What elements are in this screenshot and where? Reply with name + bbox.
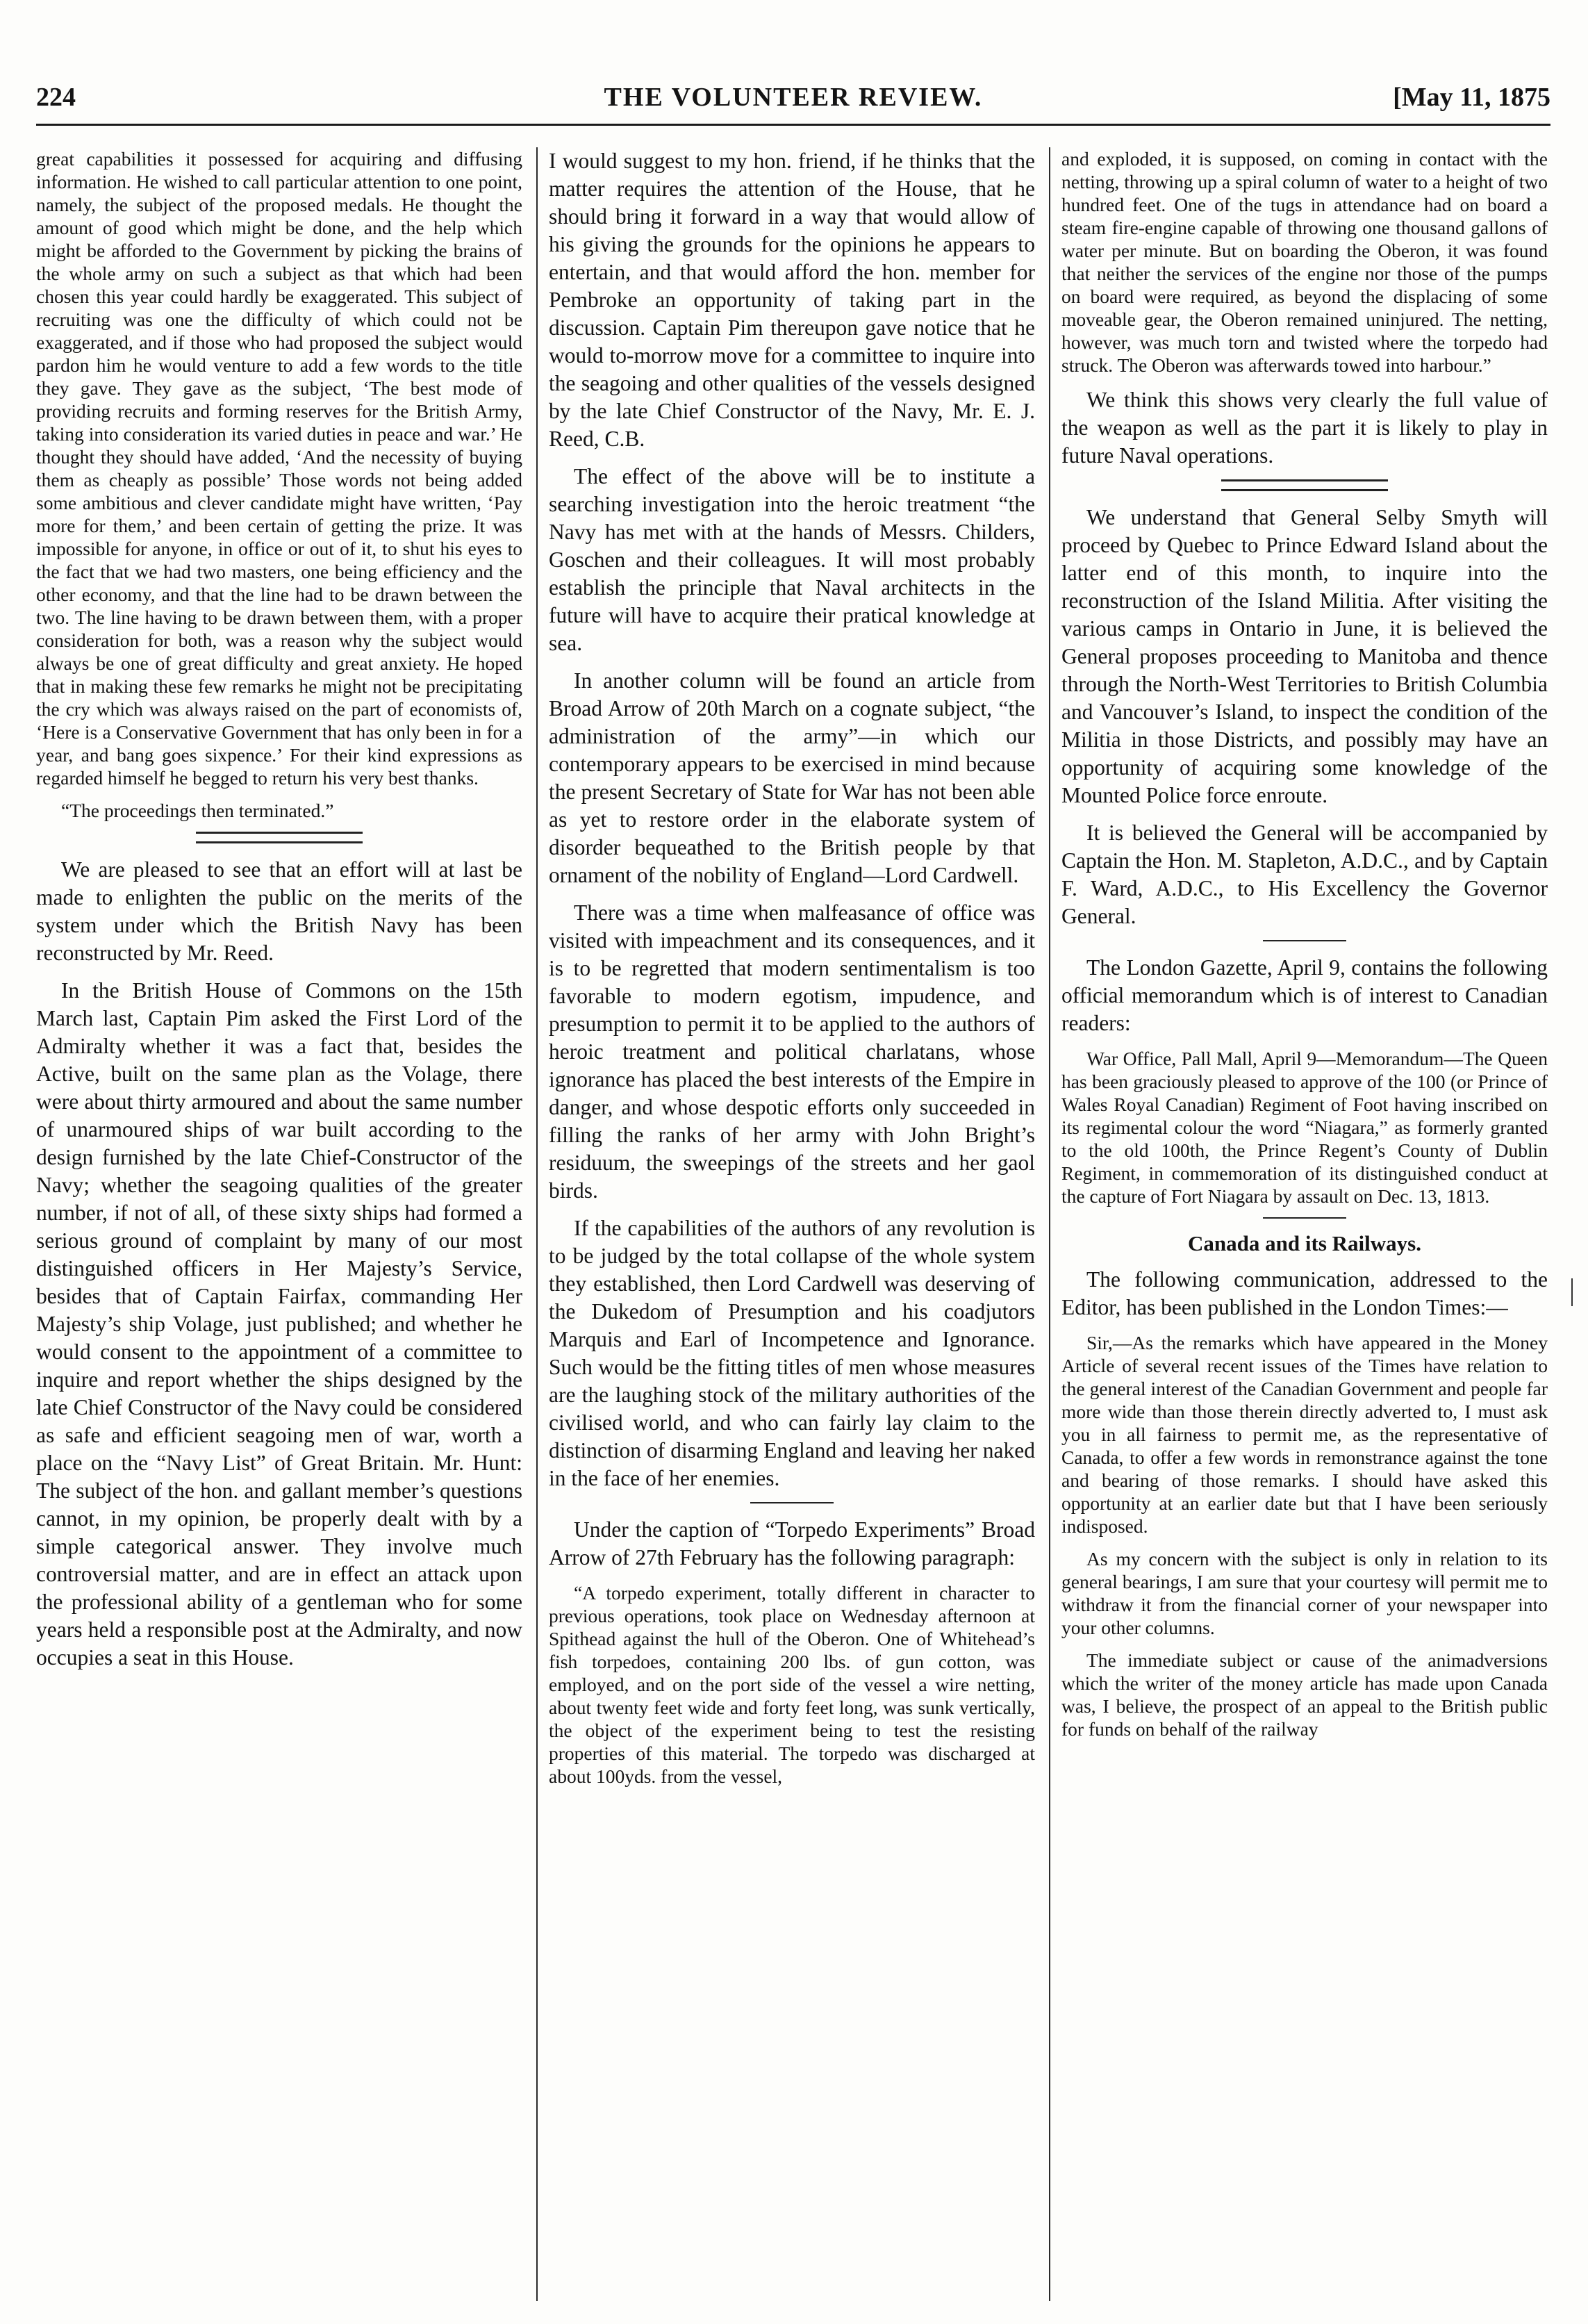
column-rule-1 xyxy=(536,147,538,2301)
malfeasance-paragraph: There was a time when malfeasance of office was visited with impeachment and its consequences, and it is to be regretted that modern sentimentalism is too favorable to modern egotism, impudence, and presumption to permit it to be applied to the authors of heroic treatment and political charlatans, whose ignorance has placed the best interests of the Empire in danger, and whose despotic efforts only succeeded in filling the ranks of her army with John Bright’s residuum, the sweepings of the streets and her gaol birds. xyxy=(549,900,1035,1203)
section-divider xyxy=(750,1502,834,1503)
broad-arrow-paragraph: In another column will be found an article from Broad Arrow of 20th March on a cognate subject, “the administration of the army”—in which our contemporary appears to be exercised in mind because the present Secretary of State for War has not been able as yet to restore order in the elaborate system of disorder bequeathed to the British people by that ornament of the nobility of England—Lord Cardwell. xyxy=(549,668,1035,887)
commons-paragraph: In the British House of Commons on the 15th March last, Captain Pim asked the First Lord of the Admiralty whether it was a fact that, besides the Active, built on the same plan as the Volage, there were about thirty armoured and about the same number of unarmoured ships of war built according to the design furnished by the late Chief-Constructor of the Navy; whether the seagoing qualities of the greater number, if not of all, of these sixty ships had formed a serious ground of complaint by many of our most distinguished officers in Her Majesty’s Service, besides that of Captain Fairfax, commanding Her Majesty’s ship Volage, just published; and whether he would consent to the appointment of a committee to inquire and report whether the ships designed by the late Chief Constructor of the Navy could be considered as safe and efficient seagoing men of war, worth a place on the “Navy List” of Great Britain. Mr. Hunt: The subject of the hon. and gallant member’s questions cannot, in my opinion, be properly dealt with by a simple categorical answer. They involve much controversial matter, and are in effect an attack upon the professional ability of a gentleman who for some years held a responsible post at the Admiralty, and now occupies a seat in this House. xyxy=(36,978,522,1670)
section-divider xyxy=(1221,479,1388,491)
accompanied-paragraph: It is believed the General will be accompanied by Captain the Hon. M. Stapleton, A.D.C., and by Captain F. Ward, A.D.C., to His Excellency the Governor General. xyxy=(1061,821,1548,928)
section-divider xyxy=(1263,940,1346,941)
weapon-value-paragraph: We think this shows very clearly the full value of the weapon as well as the part it is likely to play in future Naval operations. xyxy=(1061,388,1548,468)
speech-paragraph: great capabilities it possessed for acquiring and diffusing information. He wished to call particular attention to one point, namely, the subject of the proposed medals. He thought the amount of good which might be done, and the help which might be afforded to the Government by picking the brains of the whole army on such a subject as that which had been chosen this year could hardly be exaggerated. This subject of recruiting was one the difficulty of which could not be exaggerated, and if those who had proposed the subject would pardon him he would venture to add a few words to the title they gave. They gave as the subject, ‘The best mode of providing recruits and forming reserves for the British Army, taking into consideration its varied duties in peace and war.’ He thought they should have added, ‘And the necessity of buying them as cheaply as possible’ Those words not being added some ambitious and clever candidate might have written, ‘Pay more for them,’ and been certain of getting the prize. It was impossible for anyone, in office or out of it, to shut his eyes to the fact that we had two masters, one being efficiency and the other economy, and that the line had to be drawn between the two. The line having to be drawn between them, with a proper consideration for both, was a reason why the subject would always be one of great difficulty and great anxiety. He hoped that in making these few remarks he might not be precipitating the cry which was always raised on the part of economists of, ‘Here is a Conservative Government that has only been in for a year, and bang goes sixpence.’ For their kind expressions as regarded himself he begged to return his very best thanks. xyxy=(36,148,522,789)
page-header xyxy=(36,82,1550,124)
column-3 xyxy=(1061,147,1548,2308)
memorandum-paragraph: War Office, Pall Mall, April 9—Memorandum—The Queen has been graciously pleased to approve of the 100 (or Prince of Wales Royal Canadian) Regiment of Foot having inscribed on its regimental colour the word “Niagara,” as formerly granted to the old 100th, the Prince Regent’s County of Dublin Regiment, in commemoration of its distinguished conduct at the capture of Fort Niagara by assault on Dec. 13, 1813. xyxy=(1061,1048,1548,1207)
torpedo-quote-continued: and exploded, it is supposed, on coming in contact with the netting, throwing up a spiral column of water to a height of two hundred feet. One of the tugs in attendance had on board a steam fire-engine capable of throwing one thousand gallons of water per minute. But on boarding the Oberon, it was found that neither the services of the engine nor those of the pumps on board were required, as beyond the displacing of some moveable gear, the Oberon remained uninjured. The netting, however, was much torn and twisted where the torpedo had struck. The Oberon was afterwards towed into harbour.” xyxy=(1061,148,1548,376)
masthead-title: THE VOLUNTEER REVIEW. xyxy=(604,83,983,112)
suggestion-paragraph: I would suggest to my hon. friend, if he thinks that the matter requires the attention of the House, that he should bring it forward in a way that would allow of his giving the grounds for the opinions he appears to entertain, and that would afford the hon. member for Pembroke an opportunity of taking part in the discussion. Captain Pim thereupon gave notice that he would to-morrow move for a committee to inquire into the seagoing and other qualities of the vessels designed by the late Chief Constructor of the Navy, Mr. E. J. Reed, C.B. xyxy=(549,149,1035,451)
column-rule-2 xyxy=(1049,147,1050,2301)
letter-paragraph-2: As my concern with the subject is only in relation to its general bearings, I am sure that your courtesy will permit me to withdraw it from the financial corner of your newspaper into your other columns. xyxy=(1061,1548,1548,1638)
header-rule xyxy=(36,124,1550,126)
capabilities-paragraph: If the capabilities of the authors of any revolution is to be judged by the total collapse of the whole system they established, then Lord Cardwell was deserving of the Dukedom of Presumption and his coadjutors Marquis and Earl of Incompetence and Ignorance. Such would be the fitting titles of men whose measures are the laughing stock of the military authorities of the civilised world, and who can fairly lay claim to the distinction of disarming England and leaving her naked in the face of her enemies. xyxy=(549,1216,1035,1490)
letter-paragraph-1: Sir,—As the remarks which have appeared in the Money Article of several recent issues of the Times have relation to the general interest of the Canadian Government and people far more wide than those therein directly adverted to, I must ask you in all fairness to permit me, as the representative of Canada, to offer a few words in remonstrance against the tone and bearing of those remarks. I should have asked this opportunity at an earlier date but that I have been seriously indisposed. xyxy=(1061,1332,1548,1537)
proceedings-paragraph: “The proceedings then terminated.” xyxy=(61,800,334,821)
letter-paragraph-3: The immediate subject or cause of the animadversions which the writer of the money article has made upon Canada was, I believe, the prospect of an appeal to the British public for funds on behalf of the railway xyxy=(1061,1649,1548,1740)
section-heading: Canada and its Railways. xyxy=(1188,1231,1421,1255)
effect-paragraph: The effect of the above will be to institute a searching investigation into the heroic treatment “the Navy has met with at the hands of Messrs. Childers, Goschen and their colleagues. It will most probably establish the principle that Naval architects in the future will have to acquire their pratical knowledge at sea. xyxy=(549,464,1035,655)
issue-date: [May 11, 1875 xyxy=(1393,83,1550,112)
torpedo-intro-paragraph: Under the caption of “Torpedo Experiments” Broad Arrow of 27th February has the following paragraph: xyxy=(549,1517,1035,1569)
section-divider xyxy=(1263,1217,1346,1219)
column-2 xyxy=(549,147,1035,2308)
section-divider xyxy=(196,832,363,843)
navy-intro-paragraph: We are pleased to see that an effort will at last be made to enlighten the public on the merits of the system under which the British Navy has been reconstructed by Mr. Reed. xyxy=(36,857,522,965)
general-smyth-paragraph: We understand that General Selby Smyth will proceed by Quebec to Prince Edward Island about the latter end of this month, to inquire into the reconstruction of the Island Militia. After visiting the various camps in Ontario in June, it is believed the General proposes proceeding to Manitoba and thence through the North-West Territories to British Columbia and Vancouver’s Island, to inspect the condition of the Militia in those Districts, and possibly may have an opportunity of acquiring some knowledge of the Mounted Police force enroute. xyxy=(1061,505,1548,807)
gazette-paragraph: The London Gazette, April 9, contains the following official memorandum which is of interest to Canadian readers: xyxy=(1061,955,1548,1035)
communication-intro: The following communication, addressed to the Editor, has been published in the London Times:— xyxy=(1061,1267,1548,1319)
torpedo-quote-paragraph: “A torpedo experiment, totally different in character to previous operations, took place on Wednesday afternoon at Spithead against the hull of the Oberon. One of Whitehead’s fish torpedoes, containing 200 lbs. of gun cotton, was employed, and on the port side of the vessel a wire netting, about twenty feet wide and forty feet long, was sunk vertically, the object of the experiment being to test the resisting properties of this material. The torpedo was discharged at about 100yds. from the vessel, xyxy=(549,1582,1035,1787)
page-number: 224 xyxy=(36,83,76,112)
margin-mark xyxy=(1571,1278,1573,1306)
column-1 xyxy=(36,147,522,2308)
